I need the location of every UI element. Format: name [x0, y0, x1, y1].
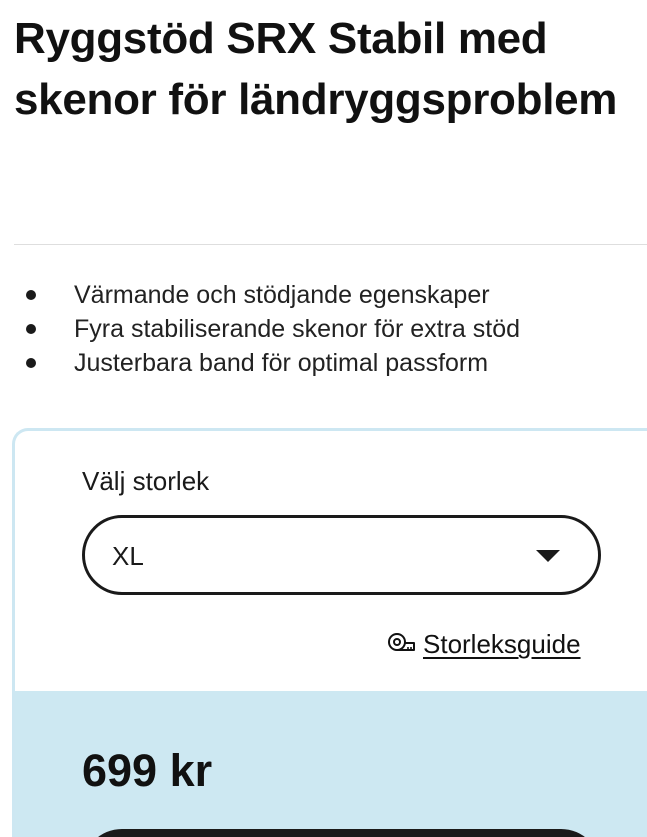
bullet-icon: [26, 290, 36, 300]
price-panel: [15, 691, 647, 837]
size-select[interactable]: [82, 515, 601, 595]
divider: [14, 244, 647, 245]
feature-item: [0, 346, 647, 380]
size-guide-link[interactable]: [387, 627, 581, 661]
size-guide-label: Storleksguide: [423, 629, 581, 659]
measuring-tape-icon: [387, 632, 417, 656]
feature-text: Justerbara band för optimal passform: [74, 349, 489, 377]
feature-item: [0, 278, 647, 312]
feature-list: [0, 278, 647, 380]
bullet-icon: [26, 358, 36, 368]
feature-text: Värmande och stödjande egenskaper: [74, 281, 490, 309]
purchase-card: [12, 428, 647, 837]
buy-button[interactable]: [82, 829, 601, 837]
bullet-icon: [26, 324, 36, 334]
size-select-value: XL: [112, 541, 144, 571]
size-label: Välj storlek: [82, 466, 210, 496]
feature-item: [0, 312, 647, 346]
chevron-down-icon: [536, 550, 560, 562]
feature-text: Fyra stabiliserande skenor för extra stöd: [74, 315, 521, 343]
product-title: Ryggstöd SRX Stabil med skenor för ländryggsproblem: [14, 14, 618, 124]
product-price: 699 kr: [82, 745, 213, 796]
